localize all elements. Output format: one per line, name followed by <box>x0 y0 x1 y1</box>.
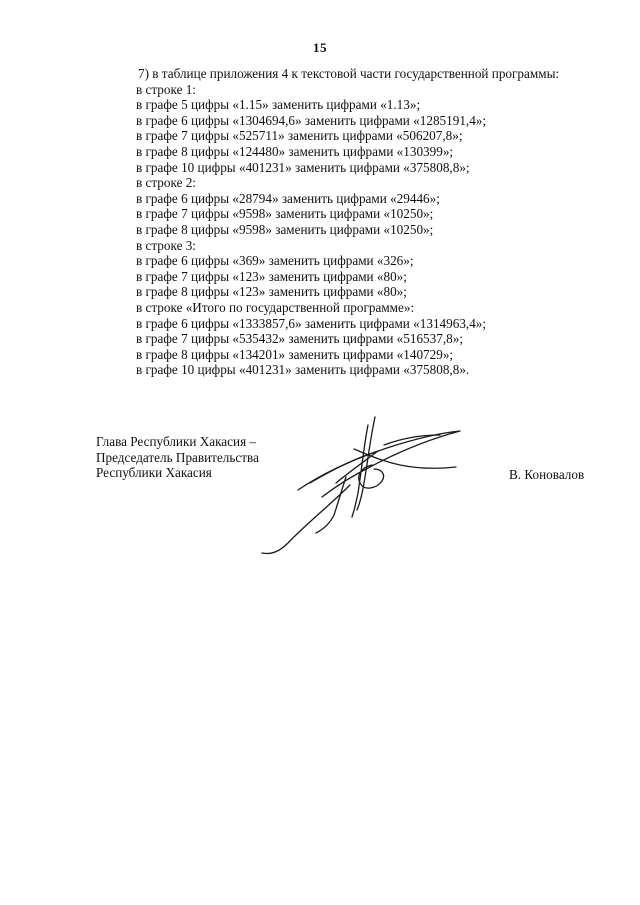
text-line: в графе 8 цифры «134201» заменить цифрами «140729»; <box>136 346 454 362</box>
text-line: в графе 6 цифры «369» заменить цифрами «326»; <box>136 253 414 269</box>
text-line: в графе 8 цифры «9598» заменить цифрами «10250»; <box>136 221 434 237</box>
amendment-text <box>136 66 606 378</box>
text-line: в строке «Итого по государственной программе»: <box>136 299 415 315</box>
amendment-item-heading: 7) в таблице приложения 4 к текстовой части государственной программы: <box>138 66 560 81</box>
text-line: в графе 8 цифры «123» заменить цифрами «80»; <box>136 284 407 300</box>
text-line: в графе 6 цифры «1304694,6» заменить цифрами «1285191,4»; <box>136 112 487 128</box>
signatory-title-line: Председатель Правительства <box>96 449 259 465</box>
text-line: в графе 7 цифры «123» заменить цифрами «80»; <box>136 268 407 284</box>
text-line: в строке 1: <box>136 81 196 97</box>
signatory-title-line: Глава Республики Хакасия – <box>96 434 257 449</box>
signature-stroke <box>357 417 375 510</box>
text-line: в графе 6 цифры «1333857,6» заменить цифрами «1314963,4»; <box>136 315 487 331</box>
signatory-title <box>96 434 259 481</box>
text-line: в строке 3: <box>136 237 196 253</box>
handwritten-signature <box>250 405 470 555</box>
text-line: в графе 8 цифры «124480» заменить цифрами «130399»; <box>136 143 454 159</box>
signature-stroke <box>359 465 384 488</box>
signature-stroke <box>316 477 346 533</box>
text-line: в графе 6 цифры «28794» заменить цифрами «29446»; <box>136 190 440 206</box>
signature-stroke <box>262 485 350 554</box>
page-number: 15 <box>313 40 327 55</box>
text-line: в графе 7 цифры «525711» заменить цифрами «506207,8»; <box>136 128 463 144</box>
signature-stroke <box>298 431 460 497</box>
text-line: в графе 7 цифры «9598» заменить цифрами «10250»; <box>136 206 434 222</box>
text-line: в графе 10 цифры «401231» заменить цифрами «375808,8»; <box>136 159 470 175</box>
signatory-name: В. Коновалов <box>509 467 585 482</box>
text-line: в строке 2: <box>136 175 196 191</box>
text-line: в графе 7 цифры «535432» заменить цифрами «516537,8»; <box>136 331 463 347</box>
text-line: в графе 10 цифры «401231» заменить цифрами «375808,8». <box>136 362 470 378</box>
signatory-title-line: Республики Хакасия <box>96 465 212 481</box>
text-line: в графе 5 цифры «1.15» заменить цифрами «1.13»; <box>136 97 421 113</box>
